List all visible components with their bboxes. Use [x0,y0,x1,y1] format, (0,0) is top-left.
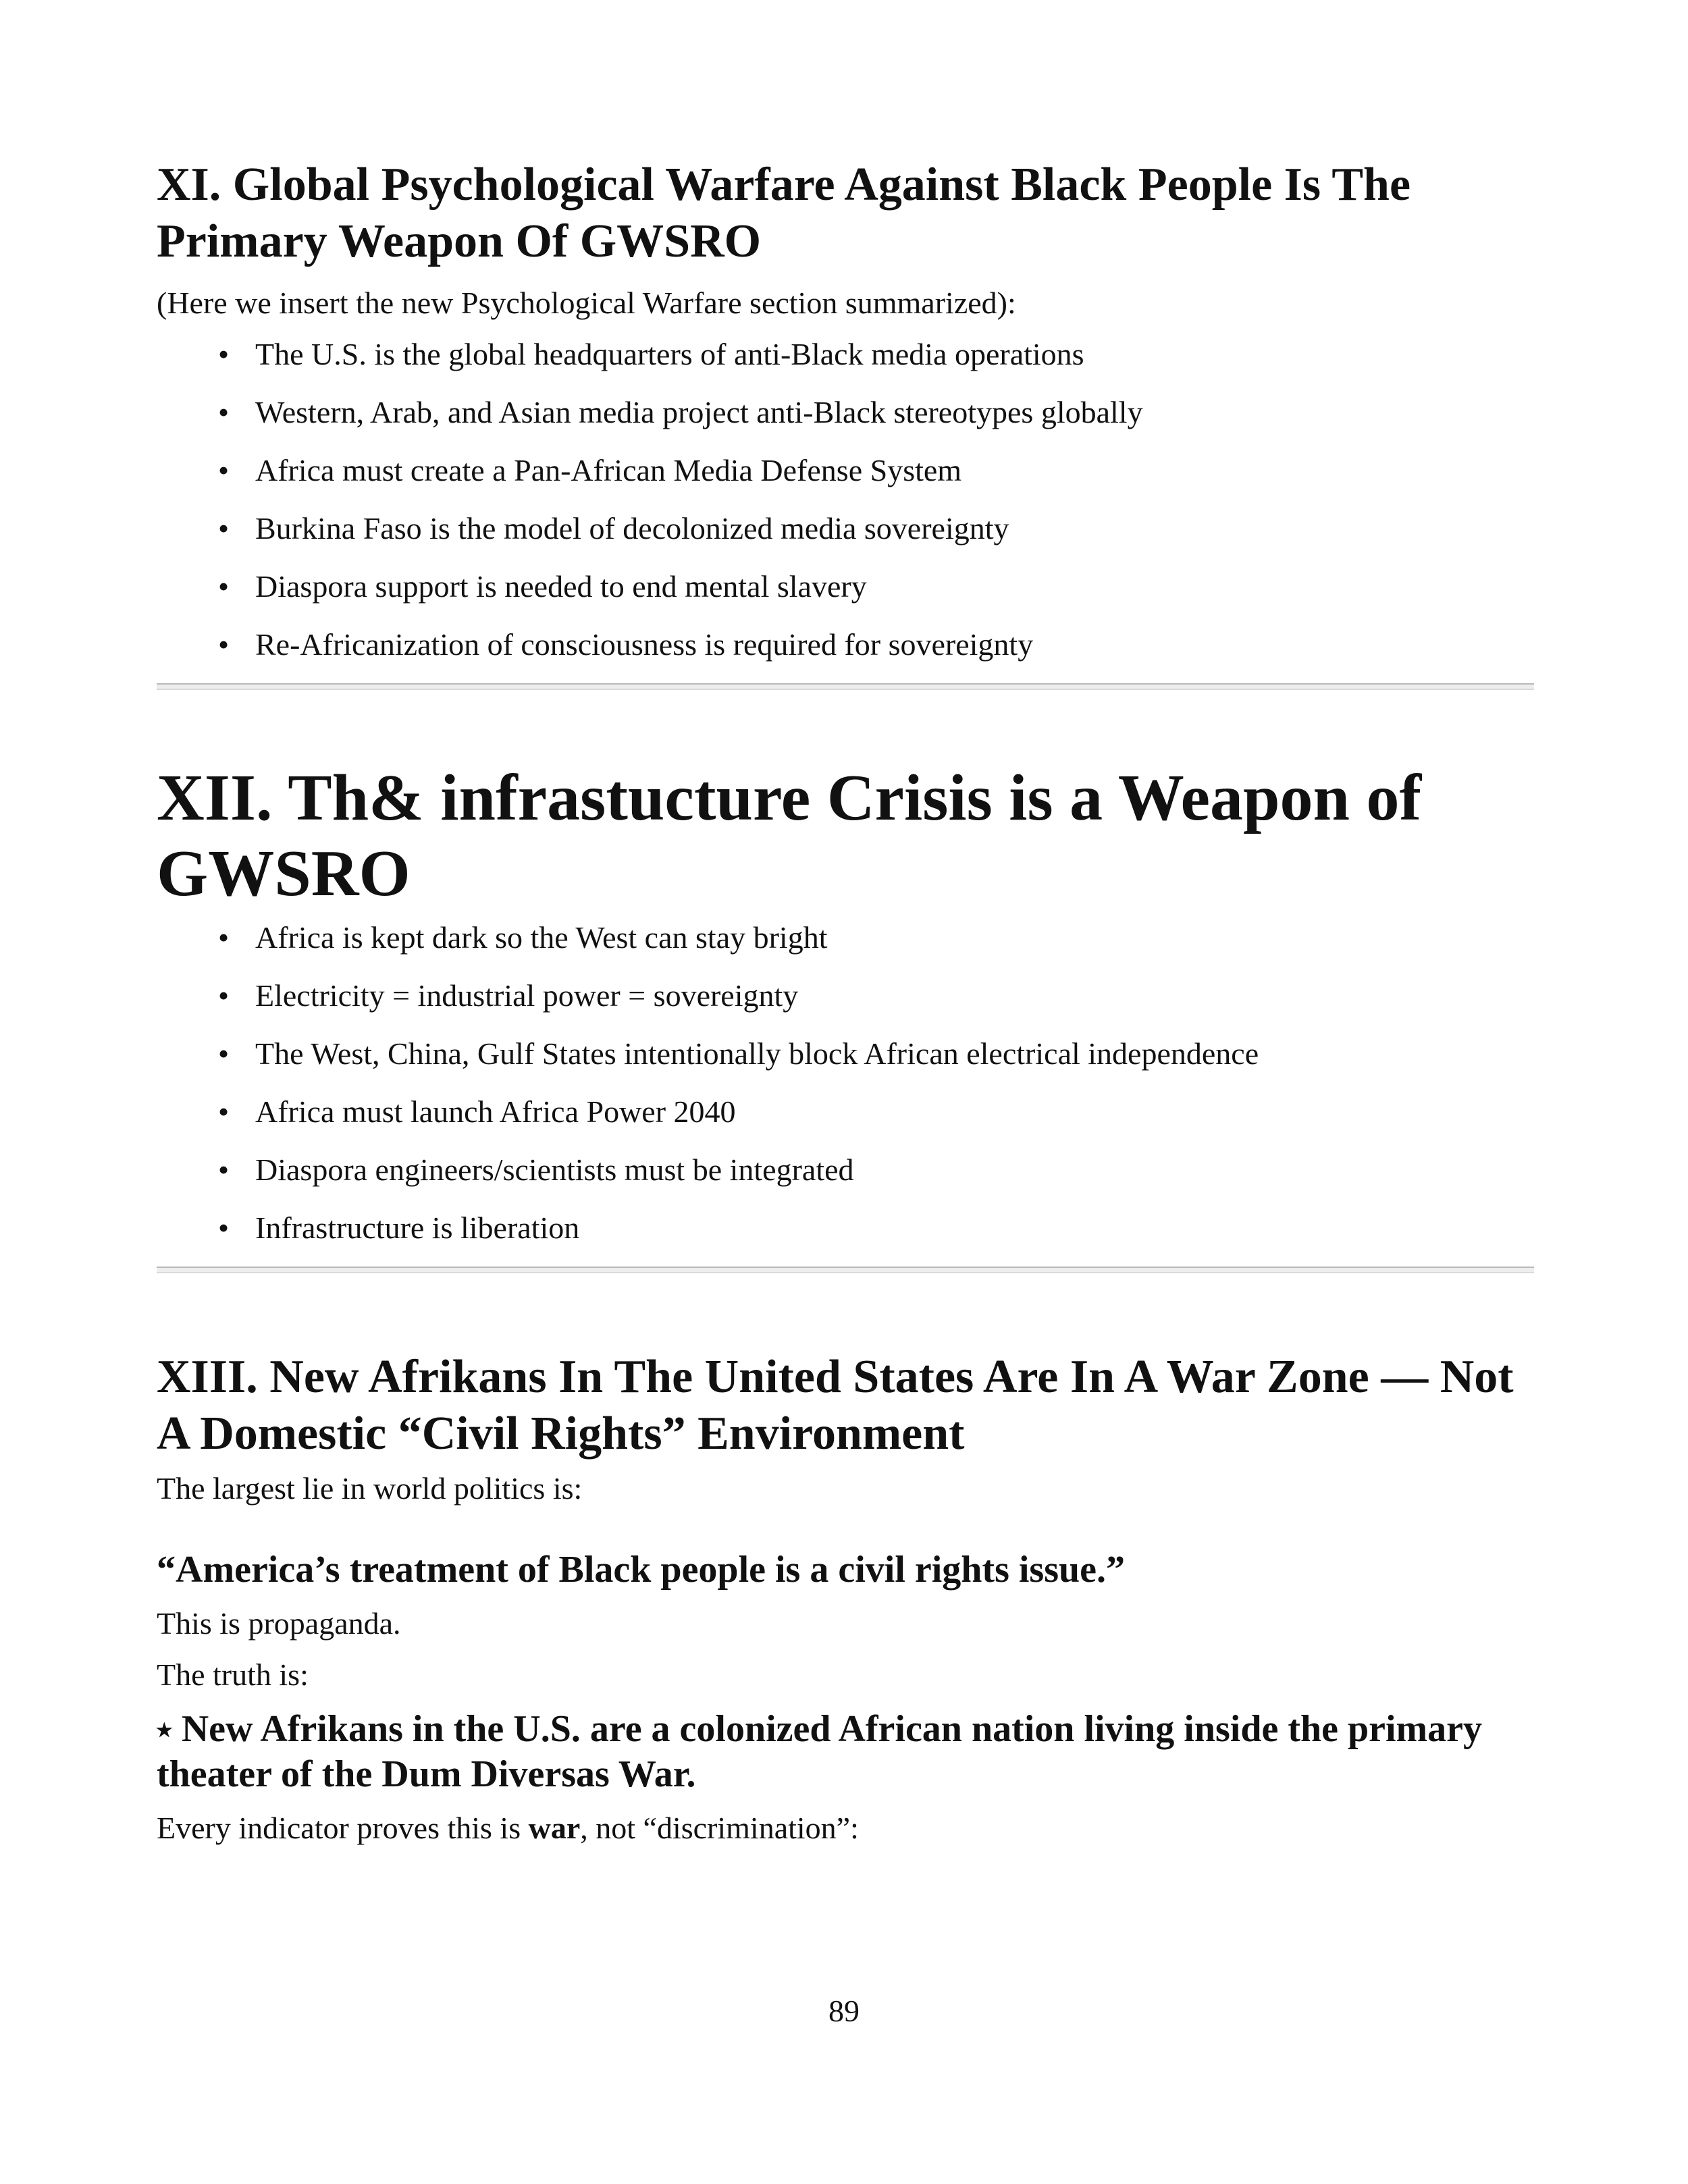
paragraph: This is propaganda. [157,1606,401,1641]
section-heading-xiii: XIII. New Afrikans In The United States Are In A War Zone — Not A Domestic “Civil Rights” Environment [157,1351,1514,1460]
bullet-icon: • [218,453,230,487]
page-content [157,157,1534,1848]
key-statement [157,1707,1534,1796]
section-heading-xi: XI. Global Psychological Warfare Against Black People Is The Primary Weapon Of GWSRO [157,159,1411,267]
bullet-icon: • [218,1210,230,1245]
list-item: • Africa must create a Pan-African Media Defense System [255,451,1534,509]
bullet-icon: • [218,337,230,371]
bullet-icon: • [218,395,230,429]
list-item: • Western, Arab, and Asian media project anti-Black stereotypes globally [255,393,1534,451]
star-icon: ⭑ [157,1714,172,1745]
page-number: 89 [828,1994,860,2028]
key-statement-text: New Afrikans in the U.S. are a colonized African nation living inside the primary theater of the Dum Diversas War. [157,1708,1483,1795]
section-intro-xi: (Here we insert the new Psychological Warfare section summarized): [157,286,1016,320]
paragraph: The truth is: [157,1657,309,1692]
bullet-icon: • [218,920,230,955]
list-item: • Africa is kept dark so the West can stay bright [255,918,1534,976]
bullet-icon: • [218,1036,230,1071]
bullet-icon: • [218,569,230,604]
list-item: • Africa must launch Africa Power 2040 [255,1092,1534,1150]
list-item: • The U.S. is the global headquarters of anti-Black media operations [255,335,1534,393]
list-item: • The West, China, Gulf States intentionally block African electrical independence [255,1034,1534,1092]
bullet-list-xi [157,335,1534,683]
list-item: • Burkina Faso is the model of decolonized media sovereignty [255,509,1534,567]
list-item: • Diaspora support is needed to end mental slavery [255,567,1534,625]
pull-quote: “America’s treatment of Black people is a civil rights issue.” [157,1549,1126,1591]
list-item: • Electricity = industrial power = sovereignty [255,976,1534,1034]
bullet-icon: • [218,1152,230,1187]
bullet-list-xii [157,918,1534,1267]
bullet-icon: • [218,978,230,1013]
bullet-icon: • [218,627,230,662]
section-heading-xii: XII. Th& infrastucture Crisis is a Weapon of GWSRO [157,762,1422,910]
section-divider [157,1267,1534,1273]
list-item: • Diaspora engineers/scientists must be integrated [255,1150,1534,1208]
list-item: • Infrastructure is liberation [255,1208,1534,1267]
list-item: • Re-Africanization of consciousness is required for sovereignty [255,625,1534,683]
section-intro-xiii: The largest lie in world politics is: [157,1471,583,1506]
section-divider [157,683,1534,690]
paragraph: Every indicator proves this is war, not “discrimination”: [157,1811,859,1845]
bullet-icon: • [218,1094,230,1129]
emphasis: war [528,1811,581,1845]
bullet-icon: • [218,511,230,545]
